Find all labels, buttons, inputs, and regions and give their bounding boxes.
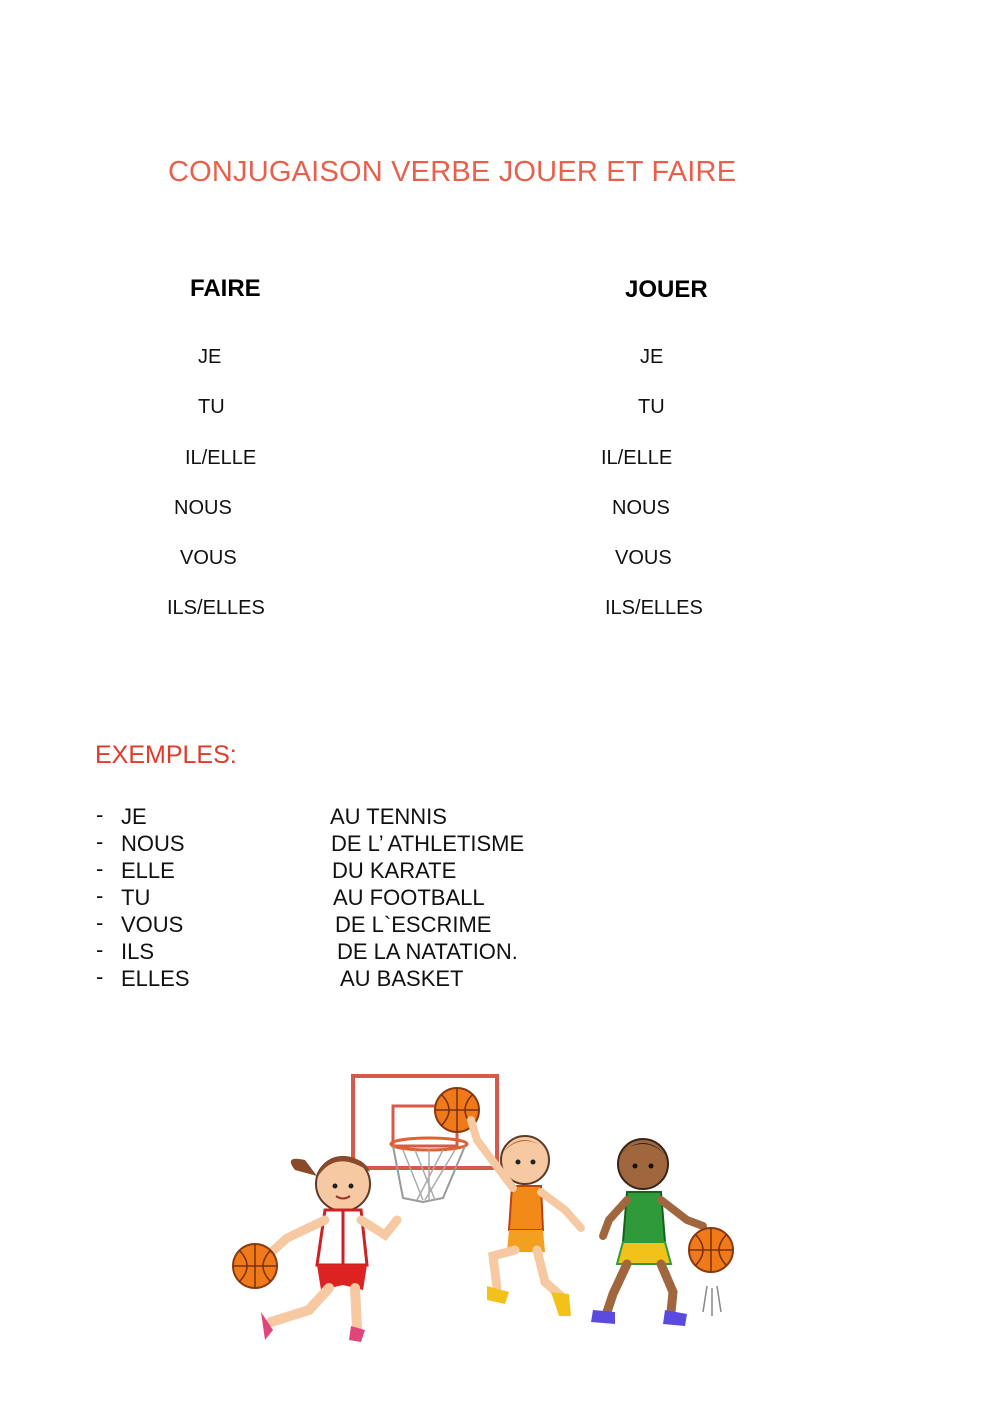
example-bullet: -: [96, 856, 104, 881]
examples-heading: EXEMPLES:: [95, 741, 237, 769]
pronoun-jouer-je: JE: [640, 346, 664, 368]
example-complement: DE LA NATATION.: [337, 939, 518, 964]
basketball-icon: [689, 1228, 733, 1316]
example-bullet: -: [96, 937, 104, 962]
column-heading-faire: FAIRE: [190, 275, 261, 302]
pronoun-faire-tu: TU: [198, 396, 225, 418]
example-subject: ELLE: [121, 858, 175, 883]
jumping-player-icon: [471, 1120, 581, 1316]
example-complement: DU KARATE: [332, 858, 457, 883]
example-bullet: -: [96, 964, 104, 989]
pronoun-faire-vous: VOUS: [180, 547, 237, 569]
pronoun-jouer-ils-elles: ILS/ELLES: [605, 597, 703, 619]
example-bullet: -: [96, 829, 104, 854]
example-subject: NOUS: [121, 831, 185, 856]
example-subject: JE: [121, 804, 147, 829]
pronoun-jouer-vous: VOUS: [615, 547, 672, 569]
pronoun-faire-ils-elles: ILS/ELLES: [167, 597, 265, 619]
example-subject: VOUS: [121, 912, 184, 937]
example-complement: DE L’ ATHLETISME: [331, 831, 525, 856]
example-subject: ELLES: [121, 966, 190, 991]
pronoun-jouer-tu: TU: [638, 396, 665, 418]
example-bullet: -: [96, 910, 104, 935]
pronoun-jouer-il-elle: IL/ELLE: [601, 447, 673, 469]
example-complement: AU BASKET: [340, 966, 464, 991]
girl-player-icon: [261, 1156, 397, 1342]
pronoun-jouer-nous: NOUS: [612, 497, 670, 519]
page-title: CONJUGAISON VERBE JOUER ET FAIRE: [168, 156, 737, 188]
basketball-icon: [233, 1244, 277, 1288]
column-heading-jouer: JOUER: [625, 276, 708, 303]
example-complement: AU FOOTBALL: [333, 885, 485, 910]
example-bullet: -: [96, 802, 104, 827]
pronoun-faire-nous: NOUS: [174, 497, 232, 519]
example-complement: DE L`ESCRIME: [335, 912, 492, 937]
pronoun-faire-il-elle: IL/ELLE: [185, 447, 257, 469]
example-complement: AU TENNIS: [330, 804, 447, 829]
pronoun-faire-je: JE: [198, 346, 222, 368]
dribbling-player-icon: [591, 1139, 703, 1326]
example-bullet: -: [96, 883, 104, 908]
example-subject: ILS: [121, 939, 155, 964]
basketball-illustration: [225, 1060, 745, 1360]
example-subject: TU: [121, 885, 151, 910]
